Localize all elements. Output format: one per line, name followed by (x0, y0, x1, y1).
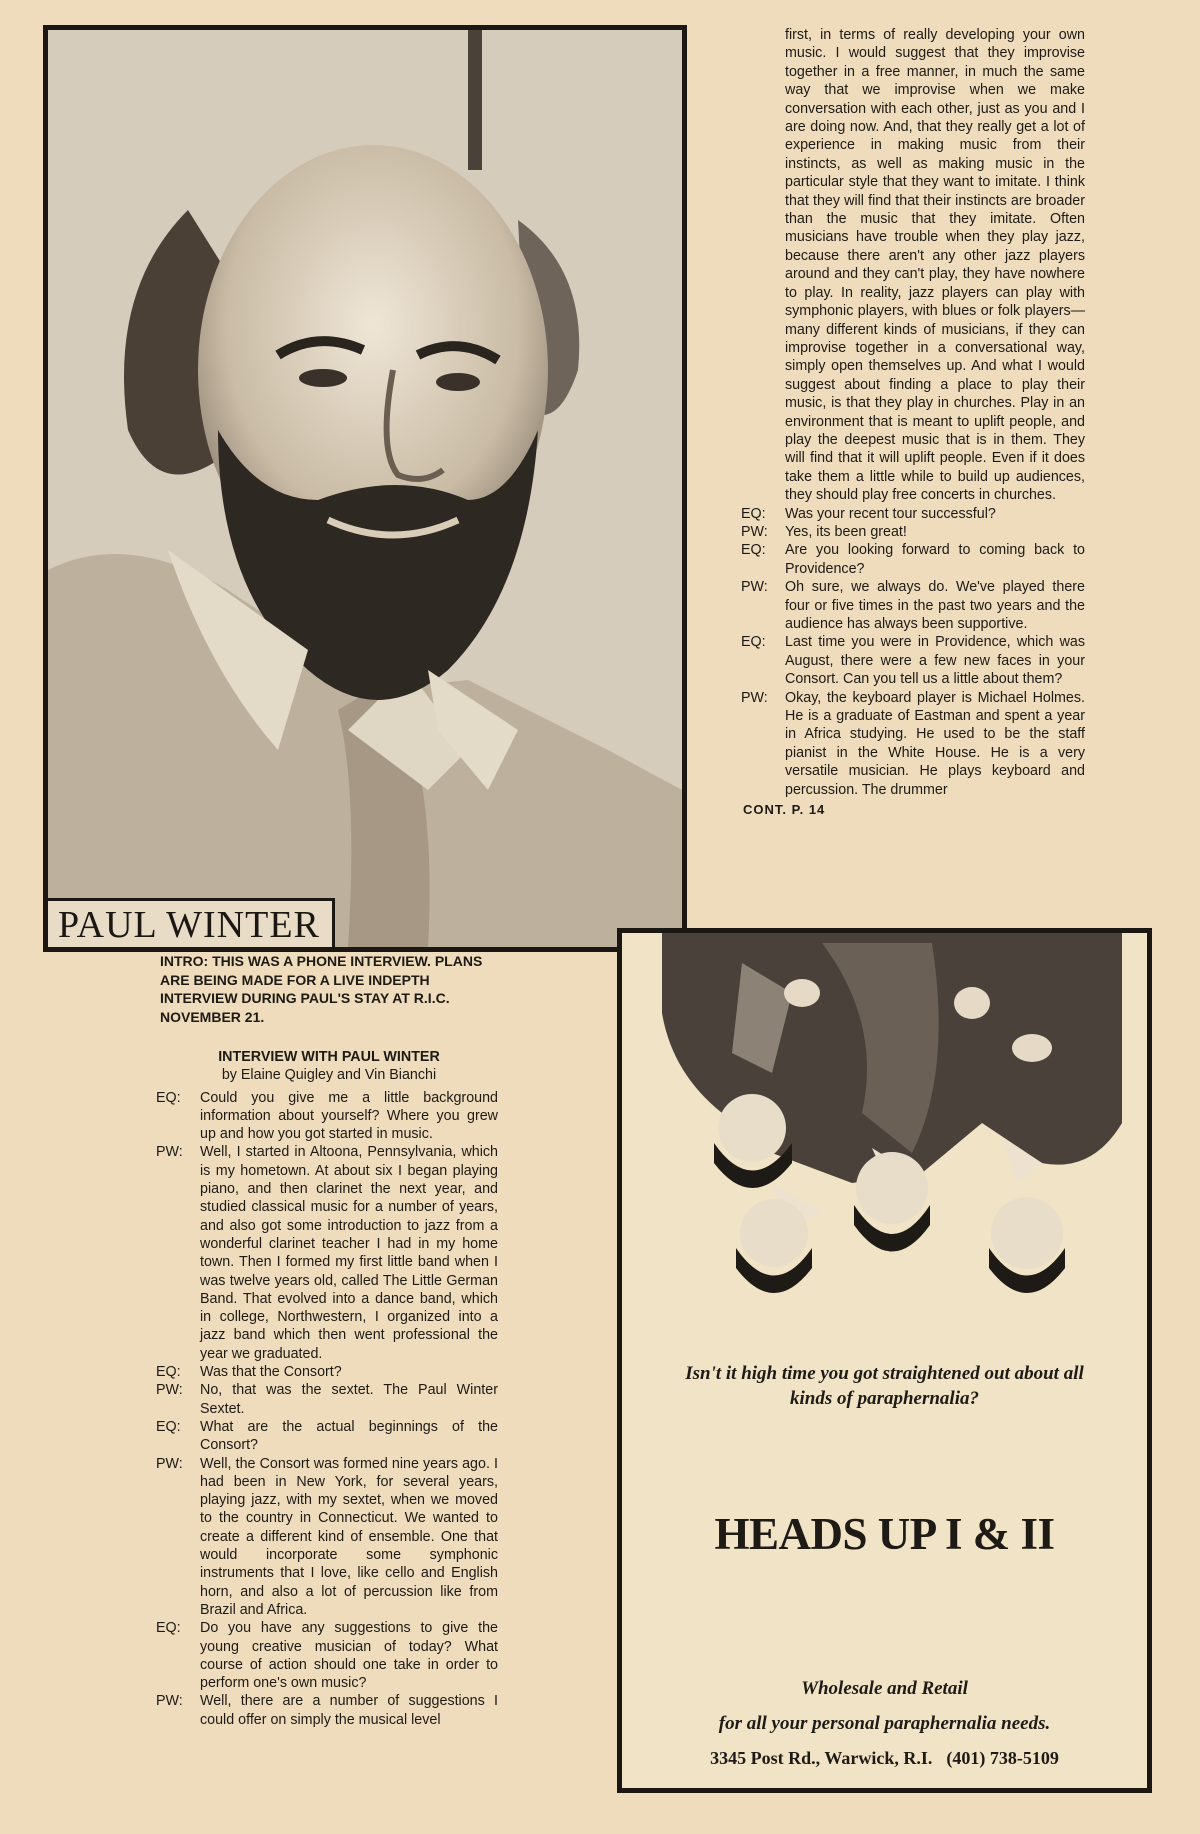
exchange-text: Was that the Consort? (200, 1364, 342, 1381)
interview-exchange (156, 1418, 498, 1455)
interview-exchange (156, 1143, 498, 1363)
exchange-text: Oh sure, we always do. We've played there four or five times in the past two years and the audience has always been supportive. (785, 579, 1085, 632)
speaker-label: EQ: (156, 1620, 181, 1637)
speaker-label: PW: (156, 1144, 183, 1161)
byline: by Elaine Quigley and Vin Bianchi (221, 1067, 437, 1084)
exchange-text: Was your recent tour successful? (785, 505, 996, 522)
interview-exchange (156, 1455, 498, 1620)
heads-up-advertisement (617, 928, 1152, 1793)
ad-contact (622, 1748, 1147, 1769)
exchange-text: Well, the Consort was formed nine years ago. I had been in New York, for several years, playing jazz, with my sextet, when we moved to the country in Connecticut. We wanted to create a different kind of ensemble. One that would incorporate some symphonic instruments that I love, like cello and English horn, and also a lot of percussion like from Brazil and Africa. (200, 1455, 498, 1618)
exchange-text: Well, I started in Altoona, Pennsylvania, which is my hometown. At about six I began playing piano, and then clarinet the next year, and studied classical music for a number of years, and also got some introduction to jazz from a wonderful clarinet teacher I had in my home town. Then I formed my first little band when I was twelve years old, called The Little German Band. That evolved into a dance band, which in college, Northwestern, I organized into a jazz band which then went professional the year we graduated. (200, 1144, 498, 1362)
ad-wholesale-line: Wholesale and Retail (801, 1678, 968, 1699)
speaker-label: EQ: (156, 1364, 181, 1381)
interview-exchange (741, 689, 1085, 799)
continued-label: CONT. P. 14 (743, 802, 826, 818)
ad-address: 3345 Post Rd., Warwick, R.I. (710, 1748, 933, 1768)
exchange-text: No, that was the sextet. The Paul Winter Sextet. (200, 1382, 498, 1417)
speaker-label: PW: (156, 1693, 183, 1710)
exchange-text: Well, there are a number of suggestions I could offer on simply the musical level (200, 1693, 498, 1728)
left-column-article (156, 952, 498, 1729)
speaker-label: EQ: (741, 505, 766, 522)
speaker-label: PW: (741, 689, 768, 706)
right-column-article (741, 26, 1085, 819)
ad-headline: HEADS UP I & II (714, 1509, 1055, 1559)
ad-phone: (401) 738-5109 (946, 1748, 1059, 1768)
interview-exchange (156, 1381, 498, 1418)
article-paragraph: first, in terms of really developing your own music. I would suggest that they improvise together in a free manner, in much the same way that we improvise when we make conversation with each other, just as you and I are doing now. And, that they really get a lot of experience in making music from their instincts, as well as making music in the particular style that they want to imitate. I think that they will find that their instincts are broader than the music that they imitate. Often musicians have trouble when they play jazz, because there aren't any other jazz players around and they can't play, they have nowhere to play. In reality, jazz players can play with symphonic players, with blues or folk players—many different kinds of musicians, if they can improvise together in a conversational way, simply open themselves up. And what I would suggest about finding a place to play their music, is that they play in churches. Play in an environment that is meant to uplift people, and play the deepest music that is in them. They will find that it will uplift people. Even if it does take them a little while to build up audiences, they should play free concerts in churches. (785, 27, 1085, 504)
exchange-text: Okay, the keyboard player is Michael Holmes. He is a graduate of Eastman and spent a year in Africa studying. He used to be the staff pianist in the White House. He is a very versatile musician. He plays keyboard and percussion. The drummer (785, 689, 1085, 798)
ad-tagline: Isn't it high time you got straightened out about all kinds of paraphernalia? (685, 1363, 1084, 1409)
interview-exchange (156, 1619, 498, 1692)
interview-exchange (156, 1692, 498, 1729)
exchange-text: What are the actual beginnings of the Consort? (200, 1418, 498, 1454)
exchange-text: Yes, its been great! (785, 523, 907, 540)
speaker-label: PW: (741, 523, 768, 540)
speaker-label: EQ: (741, 634, 766, 651)
speaker-label: EQ: (156, 1089, 181, 1106)
interview-exchange (741, 541, 1085, 578)
intro-paragraph: INTRO: THIS WAS A PHONE INTERVIEW. PLANS ARE BEING MADE FOR A LIVE INDEPTH INTERVIEW DURING PAUL'S STAY AT R.I.C. NOVEMBER 21. (160, 953, 483, 1025)
speaker-label: PW: (156, 1382, 183, 1399)
speaker-label: PW: (741, 579, 768, 596)
paul-winter-photo (43, 25, 687, 952)
exchange-text: Could you give me a little background information about yourself? Where you grew up and how you got started in music. (200, 1089, 498, 1143)
photo-caption: PAUL WINTER (48, 898, 335, 947)
exchange-text: Do you have any suggestions to give the young creative musician of today? What course of action should one take in order to perform one's own music? (200, 1620, 498, 1692)
interview-exchange (741, 633, 1085, 688)
ad-needs-line: for all your personal paraphernalia needs. (718, 1713, 1051, 1734)
interview-exchange (741, 523, 1085, 541)
exchange-text: Last time you were in Providence, which was August, there were a few new faces in your Consort. Can you tell us a little about them? (785, 634, 1085, 688)
speaker-label: EQ: (156, 1418, 181, 1435)
interview-title: INTERVIEW WITH PAUL WINTER (218, 1049, 440, 1065)
band-photo-illustration (622, 933, 1147, 1353)
speaker-label: EQ: (741, 542, 766, 559)
interview-exchange (741, 578, 1085, 633)
interview-exchange (741, 505, 1085, 523)
interview-exchange (156, 1089, 498, 1144)
speaker-label: PW: (156, 1455, 183, 1472)
portrait-illustration (48, 30, 682, 947)
exchange-text: Are you looking forward to coming back to Providence? (785, 542, 1085, 577)
interview-exchange (156, 1363, 498, 1381)
